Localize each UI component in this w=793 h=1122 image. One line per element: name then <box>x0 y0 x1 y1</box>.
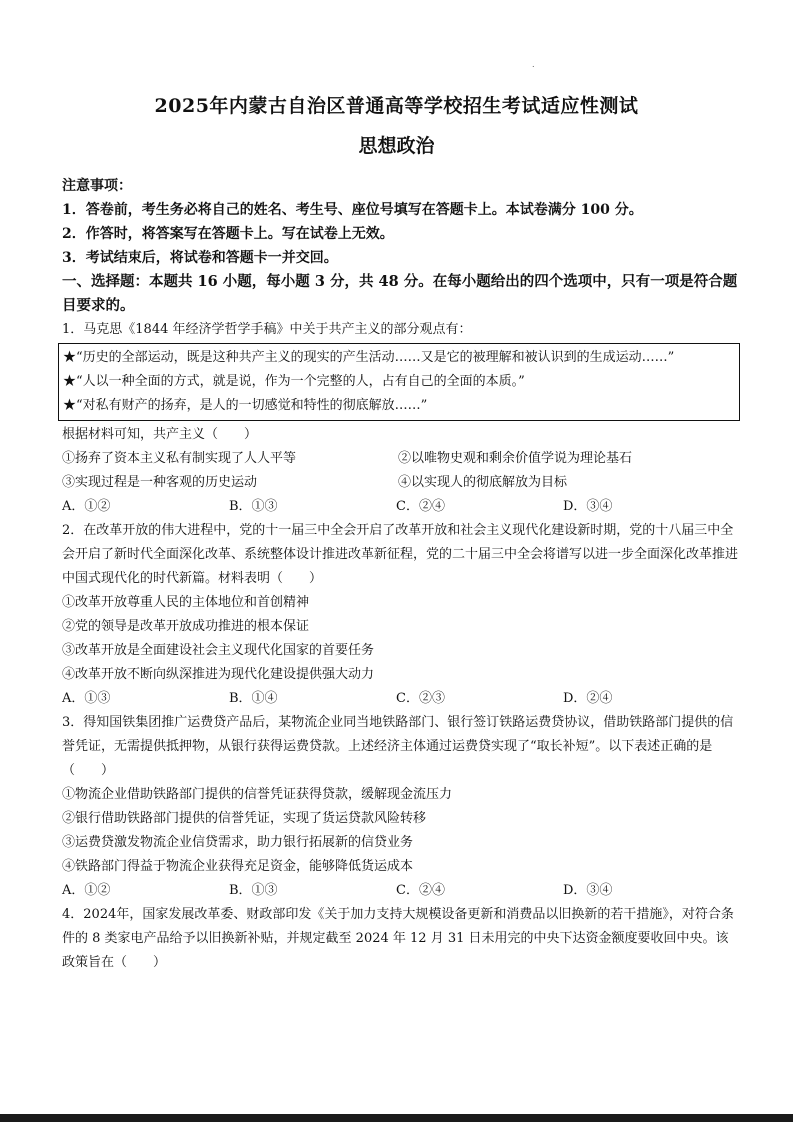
question-stem: 1．马克思《1844 年经济学哲学手稿》中关于共产主义的部分观点有： <box>62 322 472 337</box>
option-b: B．①③ <box>229 883 278 898</box>
statement: ③实现过程是一种客观的历史运动 <box>62 475 258 490</box>
quote-line: ★“对私有财产的扬弃，是人的一切感觉和特性的彻底解放……” <box>63 398 428 413</box>
option-d: D．③④ <box>563 499 613 514</box>
option-c: C．②④ <box>396 499 445 514</box>
option-c: C．②④ <box>396 883 445 898</box>
option-b: B．①④ <box>229 691 278 706</box>
question-stem: 4．2024年，国家发展改革委、财政部印发《关于加力支持大规模设备更新和消费品以旧换新的若干措施》，对符合条件的 8 类家电产品给予以旧换新补贴，并规定截至 2024 年 12 月 31 日未用完的中央下达资金额度要收回中央。该政策旨在（ ） <box>62 907 734 970</box>
statement: ②党的领导是改革开放成功推进的根本保证 <box>62 619 310 634</box>
option-d: D．③④ <box>563 883 613 898</box>
statement: ④以实现人的彻底解放为目标 <box>398 475 568 490</box>
notice-item: 2．作答时，将答案写在答题卡上。写在试卷上无效。 <box>62 226 394 242</box>
notice-item: 1．答卷前，考生务必将自己的姓名、考生号、座位号填写在答题卡上。本试卷满分 100 分。 <box>62 202 643 218</box>
question-3 <box>62 711 738 903</box>
notice-section <box>62 174 738 270</box>
top-dot: . <box>532 60 535 69</box>
question-stem: 2．在改革开放的伟大进程中，党的十一届三中全会开启了改革开放和社会主义现代化建设新时期，党的十八届三中全会开启了新时代全面深化改革、系统整体设计推进改革新征程，党的二十届三中全会将谱写以进一步全面深化改革推进中国式现代化的时代新篇。材料表明（ ） <box>62 523 739 586</box>
statement: ①扬弃了资本主义私有制实现了人人平等 <box>62 451 297 466</box>
notice-heading: 注意事项： <box>62 178 132 194</box>
statement: ③运费贷激发物流企业信贷需求，助力银行拓展新的信贷业务 <box>62 835 414 850</box>
answer-options <box>62 495 738 519</box>
answer-options <box>62 687 738 711</box>
quote-line: ★“人以一种全面的方式，就是说，作为一个完整的人，占有自己的全面的本质。” <box>63 374 525 389</box>
option-a: A．①② <box>62 499 111 514</box>
statement: ③改革开放是全面建设社会主义现代化国家的首要任务 <box>62 643 375 658</box>
option-b: B．①③ <box>229 499 278 514</box>
question-1 <box>62 318 738 519</box>
option-d: D．②④ <box>563 691 613 706</box>
page-bottom-bar <box>0 1114 793 1122</box>
question-stem: 3．得知国铁集团推广运费贷产品后，某物流企业同当地铁路部门、银行签订铁路运费贷协议，借助铁路部门提供的信誉凭证，无需提供抵押物，从银行获得运费贷款。上述经济主体通过运费贷实现了“取长补短”。以下表述正确的是（ ） <box>62 715 734 778</box>
section1-heading: 一、选择题：本题共 16 小题，每小题 3 分，共 48 分。在每小题给出的四个选项中，只有一项是符合题目要求的。 <box>62 273 738 314</box>
option-a: A．①③ <box>62 691 111 706</box>
notice-item: 3．考试结束后，将试卷和答题卡一并交回。 <box>62 250 338 266</box>
question-4 <box>62 903 738 975</box>
statement: ②银行借助铁路部门提供的信誉凭证，实现了货运贷款风险转移 <box>62 811 427 826</box>
statement: ①改革开放尊重人民的主体地位和首创精神 <box>62 595 310 610</box>
answer-options <box>62 879 738 903</box>
statement: ④铁路部门得益于物流企业获得充足资金，能够降低货运成本 <box>62 859 414 874</box>
quote-box <box>58 343 740 421</box>
question-2 <box>62 519 738 711</box>
statement: ②以唯物史观和剩余价值学说为理论基石 <box>398 451 633 466</box>
page-title: 2025年内蒙古自治区普通高等学校招生考试适应性测试 <box>154 95 639 117</box>
exam-content <box>62 174 738 975</box>
page-subtitle: 思想政治 <box>358 135 435 157</box>
quote-line: ★“历史的全部运动，既是这种共产主义的现实的产生活动……又是它的被理解和被认识到的生成运动……” <box>63 350 675 365</box>
option-c: C．②③ <box>396 691 445 706</box>
statement: ①物流企业借助铁路部门提供的信誉凭证获得贷款，缓解现金流压力 <box>62 787 453 802</box>
statement-row <box>62 471 738 495</box>
statement: ④改革开放不断向纵深推进为现代化建设提供强大动力 <box>62 667 375 682</box>
question-prompt: 根据材料可知，共产主义（ ） <box>62 427 258 442</box>
option-a: A．①② <box>62 883 111 898</box>
statement-row <box>62 447 738 471</box>
